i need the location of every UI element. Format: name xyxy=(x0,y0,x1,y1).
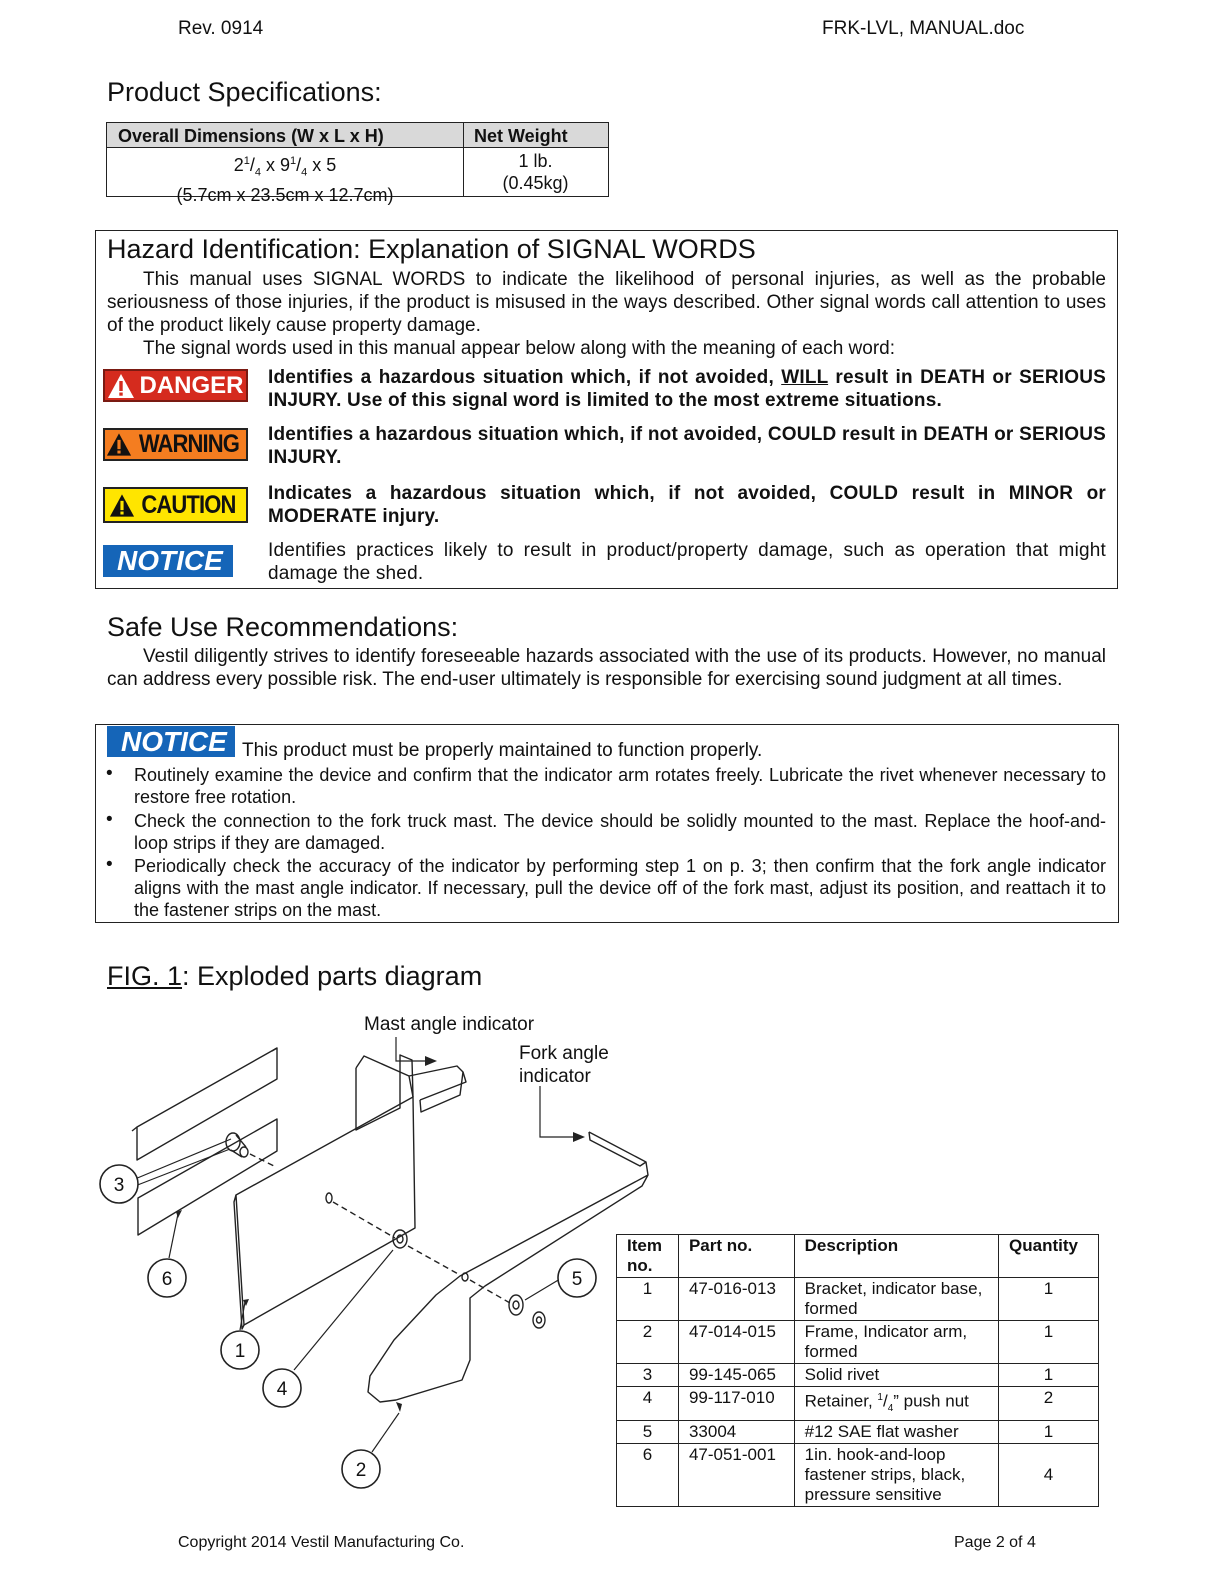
danger-badge xyxy=(103,369,248,402)
header-filename: FRK-LVL, MANUAL.doc xyxy=(822,18,1025,39)
callout-5: 5 xyxy=(571,1269,583,1290)
col-part: Part no. xyxy=(678,1235,794,1278)
warning-text: Identifies a hazardous situation which, if not avoided, COULD result in DEATH or SERIOUS INJURY. xyxy=(268,424,1106,468)
header-rev: Rev. 0914 xyxy=(178,18,264,39)
table-header-row xyxy=(617,1235,1099,1278)
bullet-dot: • xyxy=(106,809,113,830)
notice-box-text: This product must be properly maintained to function properly. xyxy=(242,740,763,761)
warning-triangle-icon xyxy=(106,432,132,457)
callout-1: 1 xyxy=(234,1341,246,1362)
footer-copyright: Copyright 2014 Vestil Manufacturing Co. xyxy=(178,1534,465,1551)
bullet-item: Routinely examine the device and confirm that the indicator arm rotates freely. Lubricate the rivet whenever necessary to restore free rotation. xyxy=(134,765,1106,807)
specs-header-dimensions: Overall Dimensions (W x L x H) xyxy=(107,123,463,148)
safe-use-title: Safe Use Recommendations: xyxy=(107,612,459,642)
safe-use-text: Vestil diligently strives to identify foreseeable hazards associated with the use of its products. However, no manual can address every possible risk. The end-user ultimately is responsible for exercising sound judgment at all times. xyxy=(107,646,1106,690)
caution-label: CAUTION xyxy=(141,490,236,519)
hazard-title: Hazard Identification: Explanation of SIGNAL WORDS xyxy=(107,234,756,264)
label-fork-angle-1: Fork angle xyxy=(519,1043,609,1064)
hazard-intro2: The signal words used in this manual appear below along with the meaning of each word: xyxy=(143,338,896,359)
table-row: 5 33004 #12 SAE flat washer 1 xyxy=(617,1421,1099,1444)
specs-weight: 1 lb. (0.45kg) xyxy=(502,151,569,193)
specs-table xyxy=(106,122,609,205)
col-qty: Quantity xyxy=(999,1235,1099,1278)
specs-dimensions: $2^1/_4$ x $9^1/_4$ x 5 (5.7cm x 23.5cm x 12.7cm) xyxy=(176,155,394,205)
notice-badge xyxy=(103,545,233,577)
hazard-intro: This manual uses SIGNAL WORDS to indicate the likelihood of personal injuries, as well as the probable seriousness of those injuries, if the product is misused in the ways described. Other signal words call attention to uses of the product likely cause property damage. xyxy=(107,269,1106,336)
table-row: 6 47-051-001 1in. hook-and-loop fastener strips, black, pressure sensitive 4 xyxy=(617,1444,1099,1507)
label-fork-angle-2: indicator xyxy=(519,1066,591,1087)
figure-title: FIG. 1: Exploded parts diagram xyxy=(107,961,483,991)
notice-text: Identifies practices likely to result in product/property damage, such as operation that might damage the shed. xyxy=(268,540,1106,584)
warning-label: WARNING xyxy=(138,430,239,458)
figure-link[interactable]: FIG. 1 xyxy=(107,961,183,991)
callout-4: 4 xyxy=(276,1379,288,1400)
footer-page: Page 2 of 4 xyxy=(954,1534,1036,1551)
specs-header-weight: Net Weight xyxy=(463,123,608,148)
warning-triangle-icon xyxy=(109,493,135,518)
callout-2: 2 xyxy=(355,1460,367,1481)
callout-3: 3 xyxy=(113,1175,125,1196)
notice-badge-2: NOTICE xyxy=(107,726,235,757)
bullet-item: Check the connection to the fork truck mast. The device should be solidly mounted to the mast. Replace the hoof-and-loop strips if they are damaged. xyxy=(134,811,1106,853)
bullet-dot: • xyxy=(106,763,113,784)
table-row: 4 99-117-010 Retainer, $^1/_4$” push nut 2 xyxy=(617,1387,1099,1421)
exploded-parts-diagram xyxy=(90,1020,650,1500)
warning-triangle-icon xyxy=(107,373,135,399)
caution-badge xyxy=(103,487,248,523)
label-mast-angle: Mast angle indicator xyxy=(364,1014,535,1035)
parts-table xyxy=(616,1234,1099,1505)
bullet-item: Periodically check the accuracy of the indicator by performing step 1 on p. 3; then confirm that the fork angle indicator aligns with the mast angle indicator. If necessary, pull the device off of the fork mast, adjust its position, and reattach it to the fastener strips on the mast. xyxy=(134,856,1106,920)
table-row: 3 99-145-065 Solid rivet 1 xyxy=(617,1364,1099,1387)
col-item: Item no. xyxy=(617,1235,679,1278)
table-row: 2 47-014-015 Frame, Indicator arm, formed 1 xyxy=(617,1321,1099,1364)
danger-label: DANGER xyxy=(139,371,244,399)
caution-text: Indicates a hazardous situation which, if not avoided, COULD result in MINOR or MODERATE injury. xyxy=(268,483,1106,527)
danger-text: Identifies a hazardous situation which, if not avoided, WILL result in DEATH or SERIOUS INJURY. Use of this signal word is limited to the most extreme situations. xyxy=(268,367,1106,411)
col-desc: Description xyxy=(794,1235,998,1278)
bullet-dot: • xyxy=(106,854,113,875)
notice-label: NOTICE xyxy=(117,545,223,576)
warning-badge xyxy=(103,428,248,461)
specs-title: Product Specifications: xyxy=(107,77,382,107)
callout-6: 6 xyxy=(161,1269,173,1290)
table-row: 1 47-016-013 Bracket, indicator base, formed 1 xyxy=(617,1278,1099,1321)
